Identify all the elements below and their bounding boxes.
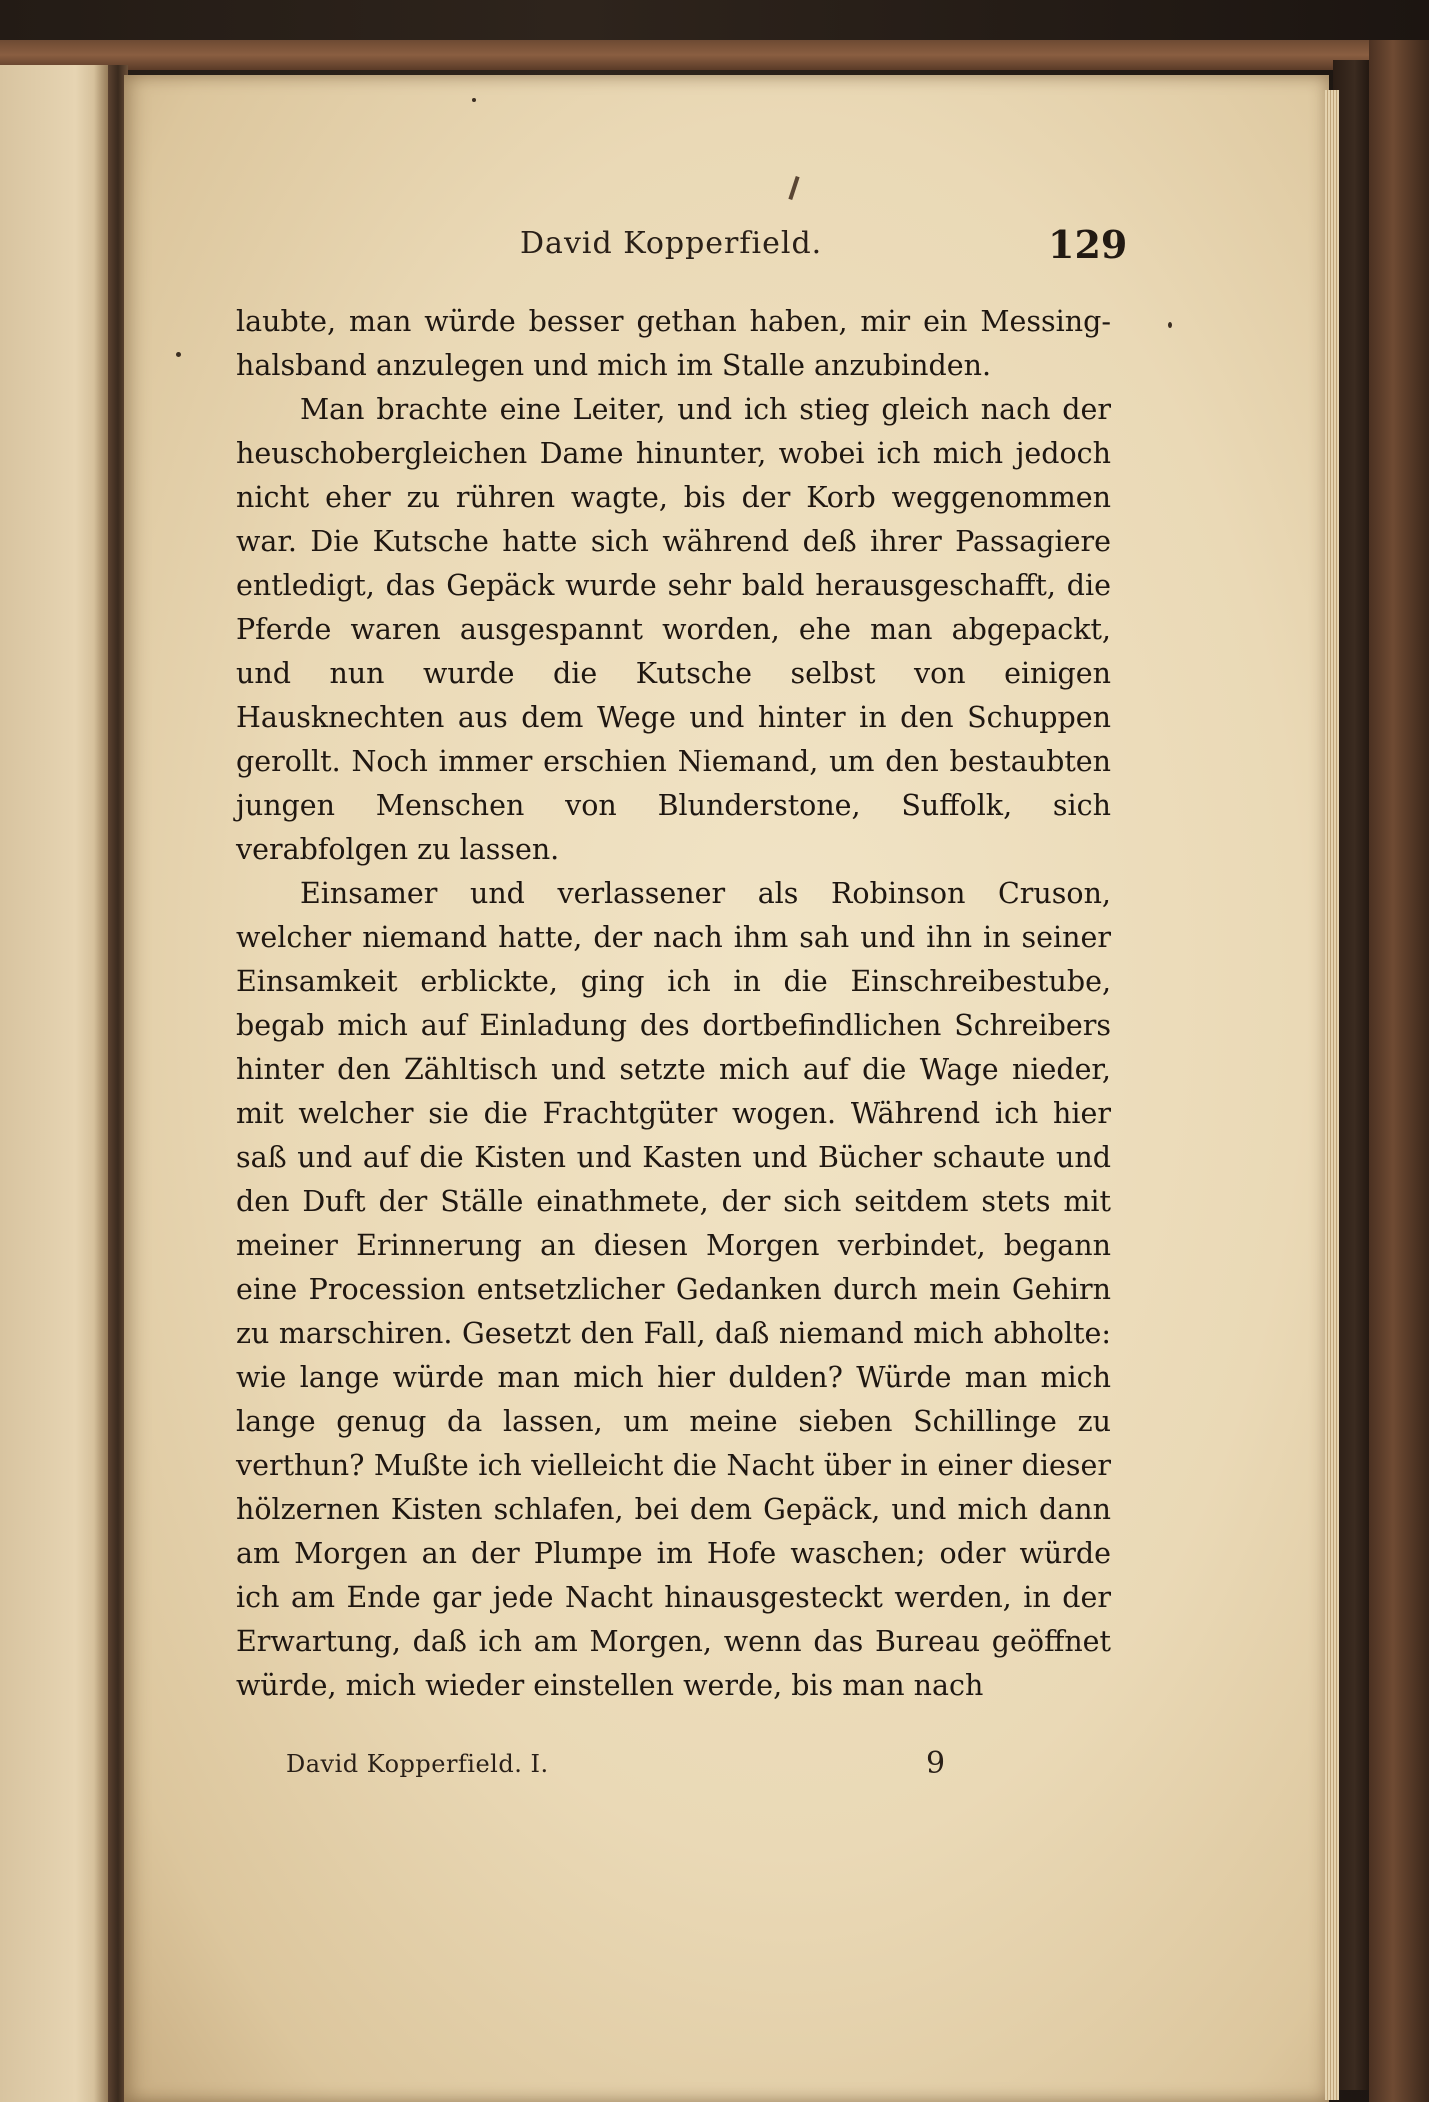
facing-page-fold [94,65,108,2102]
running-title: David Kopperfield. [520,226,823,261]
footer-signature: 9 [926,1746,946,1781]
paragraph: Einsamer und verlassener als Robinson Cruson, welcher niemand hatte, der nach ihm sah und ihn in seiner Einsamkeit erblickte, ging ich in die Einschreibestube, begab mich auf Einladung des dortbefindlichen Schreibers hinter den Zähltisch und setzte mich auf die Wage nieder, mit welcher sie die Frachtgüter wogen. Während ich hier saß und auf die Kisten und Kasten und Bücher schaute und den Duft der Ställe einathmete, der sich seitdem stets mit meiner Erinnerung an diesen Morgen verbindet, begann eine Procession entsetzlicher Gedanken durch mein Gehirn zu marschiren. Gesetzt den Fall, daß niemand mich abholte: wie lange würde man mich hier dulden? Würde man mich lange genug da lassen, um meine sieben Schillinge zu verthun? Mußte ich vielleicht die Nacht über in einer dieser hölzernen Kisten schlafen, bei dem Gepäck, und mich dann am Morgen an der Plumpe im Hofe waschen; oder würde ich am Ende gar jede Nacht hinausgesteckt werden, in der Erwartung, daß ich am Morgen, wenn das Bureau geöffnet würde, mich wieder einstellen werde, bis man nach [236,877,1111,1702]
page-stack-edges [1325,90,1339,2100]
footer-book-title: David Kopperfield. I. [286,1750,549,1778]
paper-speck [176,352,181,357]
paragraph: laubte, man würde besser gethan haben, mir ein Messing-halsband anzulegen und mich im Stalle anzubinden. [236,305,1111,382]
book-cover-top-edge [0,40,1429,70]
page-number: 129 [1048,222,1128,267]
paragraph: Man brachte eine Leiter, und ich stieg gleich nach der heuschobergleichen Dame hinunter, wobei ich mich jedoch nicht eher zu rühren wagte, bis der Korb weggenommen war. Die Kutsche hatte sich während deß ihrer Passagiere entledigt, das Gepäck wurde sehr bald herausgeschafft, die Pferde waren ausgespannt worden, ehe man abgepackt, und nun wurde die Kutsche selbst von einigen Hausknechten aus dem Wege und hinter in den Schuppen gerollt. Noch immer erschien Niemand, um den bestaubten jungen Menschen von Blunderstone, Suffolk, sich verabfolgen zu lassen. [236,393,1111,866]
book-cover-right-edge [1369,40,1429,2102]
body-text [236,300,1111,1708]
facing-page [0,65,108,2102]
paper-speck [1168,322,1172,328]
paper-speck [472,98,476,102]
